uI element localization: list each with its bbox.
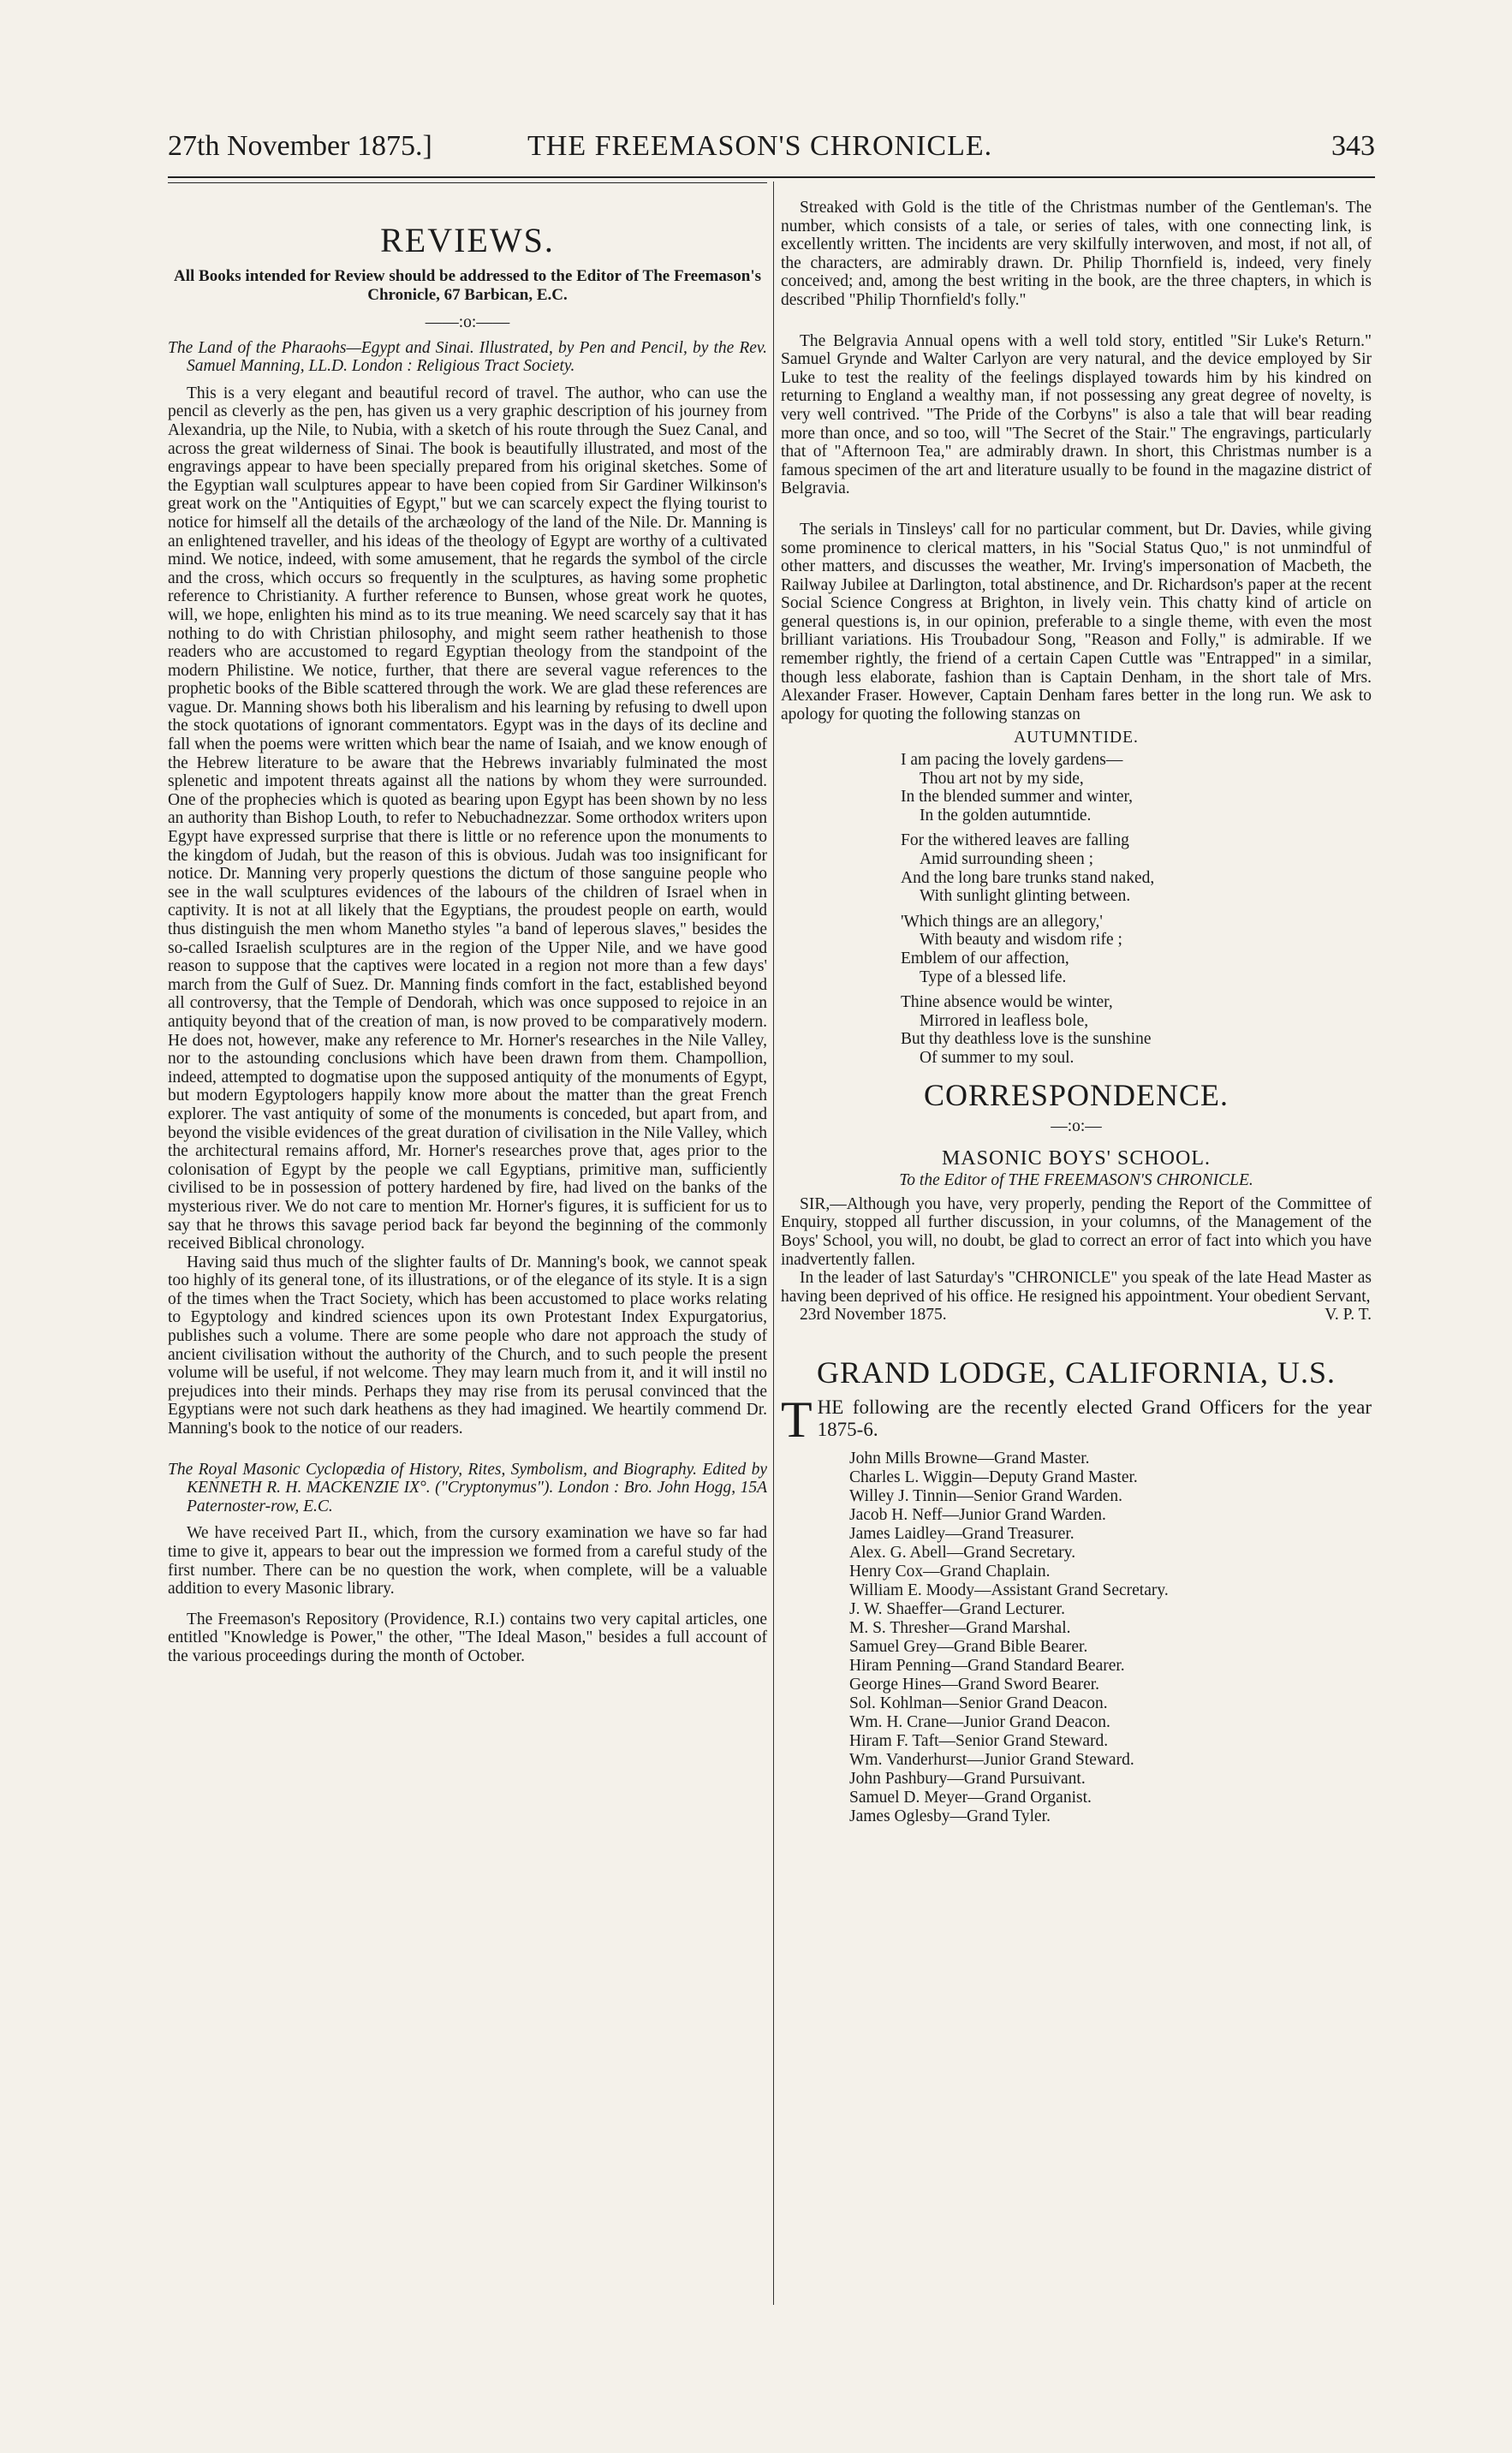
poem-line: Of summer to my soul. [920,1048,1074,1067]
officer-entry: Willey J. Tinnin—Senior Grand Warden. [849,1486,1123,1505]
spacer [168,1599,767,1611]
officer-list [849,1450,1372,1826]
section-separator: ——:o:—— [425,313,510,331]
column-divider [773,182,774,2305]
letter-addressee: To the Editor of THE FREEMASON'S CHRONICLE. [899,1171,1253,1190]
spacer [781,310,1372,332]
review-paragraph: Having said thus much of the slighter faults of Dr. Manning's book, we cannot speak too highly of its general tone, of its illustrations, or of the elegance of its style. It is a sign of the times when the Tract Society, which has been accustomed to place works relating to Egyptology and kindred sciences upon its own Protestant Index Expurgatorius, publishes such a volume. There are some people who dare not approach the study of ancient civilisation without the authority of the Church, and to such people the present volume will be useful, if not welcome. They may learn much from it, and it will instil no prejudices into their minds. Perhaps they may rise from its perusal convinced that the Egyptians were not such dark heathens as they had imagined. We heartily commend Dr. Manning's book to the notice of our readers. [168,1253,767,1438]
officer-entry: Sol. Kohlman—Senior Grand Deacon. [849,1694,1108,1712]
officer-entry: Samuel D. Meyer—Grand Organist. [849,1788,1092,1807]
header-rule-secondary [168,182,767,183]
poem-title: AUTUMNTIDE. [1014,729,1139,747]
officer-entry: Henry Cox—Grand Chaplain. [849,1562,1051,1581]
spacer [781,498,1372,521]
spacer [781,1443,1372,1450]
page-header [168,130,1375,171]
poem-line: 'Which things are an allegory,' [901,912,1103,931]
poem-line: Mirrored in leafless bole, [920,1011,1089,1030]
officer-entry: M. S. Thresher—Grand Marshal. [849,1618,1071,1637]
officer-entry: Samuel Grey—Grand Bible Bearer. [849,1637,1088,1656]
poem-line: I am pacing the lovely gardens— [901,751,1123,770]
grand-lodge-heading: GRAND LODGE, CALIFORNIA, U.S. [816,1355,1336,1390]
grand-lodge-intro [781,1390,1372,1448]
officer-entry: Alex. G. Abell—Grand Secretary. [849,1543,1076,1562]
poem [901,751,1372,1068]
poem-line: And the long bare trunks stand naked, [901,868,1155,887]
letter-signoff [781,1306,1372,1325]
poem-line: Emblem of our affection, [901,949,1069,968]
header-rule [168,176,1375,178]
poem-line: Thine absence would be winter, [901,993,1113,1012]
review-paragraph: Streaked with Gold is the title of the Christmas number of the Gentleman's. The number, which consists of a tale, or series of tales, with one connecting link, is excellently written. The incidents are very skilfully interwoven, and most, if not all, of the characters, are admirably drawn. Dr. Philip Thornfield is, indeed, very finely conceived; and, among the best writing in the book, are the three chapters, in which is described "Philip Thornfield's folly." [781,199,1372,309]
poem-line: With sunlight glinting between. [920,887,1131,906]
spacer [781,1325,1372,1347]
review-notice: All Books intended for Review should be addressed to the Editor of The Freemason's Chronicle, 67 Barbican, E.C. [174,267,761,304]
letter-date: 23rd November 1875. [800,1306,947,1325]
review-paragraph: The Belgravia Annual opens with a well told story, entitled "Sir Luke's Return." Samuel Grynde and Walter Carlyon are very natural, and the device employed by Sir Luke to test the reality of the feelings displayed towards him by his kindred on returning to England a wealthy man, if not possessing any great degree of novelty, is very well contrived. "The Pride of the Corbyns" is also a tale that will bear reading more than once, and so too, will "The Secret of the Stair." The engravings, particularly that of "Afternoon Tea," are admirably drawn. In short, this Christmas number is a famous specimen of the art and literature usually to be found in the magazine district of Belgravia. [781,331,1372,498]
letter-heading: MASONIC BOYS' SCHOOL. [941,1147,1211,1170]
poem-line: With beauty and wisdom rife ; [920,931,1122,950]
officer-entry: William E. Moody—Assistant Grand Secretary. [849,1581,1169,1599]
officer-entry: James Oglesby—Grand Tyler. [849,1807,1051,1825]
officer-entry: Charles L. Wiggin—Deputy Grand Master. [849,1468,1138,1486]
page-number: 343 [1331,130,1375,162]
book-citation [168,339,767,376]
spacer [168,1438,767,1461]
poem-line: Amid surrounding sheen ; [920,850,1094,868]
officer-entry: James Laidley—Grand Treasurer. [849,1524,1074,1543]
poem-stanza [901,993,1372,1067]
poem-line: In the blended summer and winter, [901,788,1134,807]
officer-entry: George Hines—Grand Sword Bearer. [849,1675,1100,1694]
review-paragraph: The serials in Tinsleys' call for no particular comment, but Dr. Davies, while giving some prominence to clerical matters, in his "Social Status Quo," is not unmindful of other matters, and discusses the weather, Mr. Irving's impersonation of Macbeth, the Railway Jubilee at Darlington, total abstinence, and Dr. Richardson's paper at the recent Social Science Congress at Brighton, in lively vein. This chatty kind of article on general questions is, in our opinion, preferable to a single theme, with even the most brilliant variations. His Troubadour Song, "Reason and Folly," is admirable. If we remember rightly, the friend of a certain Capen Cuttle was "Entrapped" in a similar, though less elaborate, fashion than is Captain Denham, in the short tale of Mrs. Alexander Fraser. However, Captain Denham fares better in the long run. We ask to apology for quoting the following stanzas on [781,520,1372,723]
poem-line: But thy deathless love is the sunshine [901,1030,1152,1049]
review-paragraph: We have received Part II., which, from the cursory examination we have so far had time to give it, appears to bear out the impression we formed from a careful study of the first number. There can be no question the work, when complete, will be a valuable addition to every Masonic library. [168,1524,767,1599]
letter-paragraph: In the leader of last Saturday's "CHRONICLE" you speak of the late Head Master as having been deprived of his office. He resigned his appointment. Your obedient Servant, [781,1269,1372,1306]
review-paragraph: This is a very elegant and beautiful record of travel. The author, who can use the pencil as cleverly as the pen, has given us a very graphic description of his journey from Alexandria, up the Nile, to Nubia, with a sketch of his route through the Suez Canal, and across the great wilderness of Sinai. The book is beautifully illustrated, and most of the engravings appear to have been specially prepared from his original sketches. Some of the Egyptian wall sculptures appear to have been copied from Sir Gardiner Wilkinson's great work on the "Antiquities of Egypt," but we can scarcely expect the flying tourist to notice for himself all the details of the archæology of the land of the Nile. Dr. Manning is an enlightened traveller, and his ideas of the theology of Egypt are worthy of a cultivated mind. We notice, indeed, with some amusement, that he regards the symbol of the circle and the cross, which occurs so frequently in the sculptures, as having some prophetic reference to Christianity. A further reference to Bunsen, whose great work he quotes, will, we hope, enlighten his mind as to its true meaning. We need scarcely say that it has nothing to do with Christian philosophy, and might seem rather heathenish to those readers who are accustomed to regard Egyptian theology from the standpoint of the modern Philistine. We notice, further, that there are several vague references to the prophetic books of the Bible scattered through the work. We are glad these references are vague. Dr. Manning shows both his liberalism and his learning by refusing to dwell upon the stock quotations of ignorant commentators. Egypt was in the days of its decline and fall when the poems were written which bear the name of Isaiah, and we know enough of the Hebrew literature to be aware that the Hebrews invariably fulminated the most splenetic and impotent threats against all the nations by whom they were surrounded. One of the prophecies which is quoted as bearing upon Egypt has been shown by no less an authority than Bishop Louth, to refer to Nebuchadnezzar. Some orthodox writers upon Egypt have expressed surprise that there is little or no reference upon the monuments to the kingdom of Judah, but the reason of this is obvious. Judah was too insignificant for notice. Dr. Manning very properly questions the dictum of those sanguine people who see in the wall sculptures evidences of the labours of the children of Israel when in captivity. It is not at all likely that the Egyptians, the proudest people on earth, would thus distinguish the men whom Manetho styles "a band of leperous slaves," besides the so-called Israelish sculptures are in the region of the Upper Nile, and we have good reason to suppose that the captives were located in a region not more than a few days' march from the Gulf of Suez. Dr. Manning finds comfort in the fact, established beyond all controversy, that the Temple of Dendorah, which was once supposed to rejoice in an antiquity beyond that of the creation of man, is now proved to be comparatively modern. He does not, however, make any reference to Mr. Horner's researches in the Nile Valley, nor to the astounding conclusions which have been drawn from them. Champollion, indeed, attempted to dogmatise upon the supposed antiquity of the monuments of Egypt, but modern Egyptologers happily know more about the matter than the great French explorer. The vast antiquity of some of the monuments is conceded, but apart from, and beyond the visible evidences of the great duration of civilisation in the Nile Valley, which the architectural remains afford, Mr. Horner's researches prove that, ages prior to the colonisation of Egypt by the people we call Egyptians, primitive man, sufficiently civilised to be in possession of pottery hardened by fire, had lived on the banks of the mysterious river. We do not care to mention Mr. Horner's figures, it is sufficient for us to say that he throws this savage period back far beyond the beginning of the commonly received Biblical chronology. [168,384,767,1253]
issue-date: 27th November 1875.] [168,130,432,162]
poem-stanza [901,913,1372,986]
poem-stanza [901,751,1372,825]
poem-line: Thou art not by my side, [920,769,1084,788]
officer-entry: Wm. H. Crane—Junior Grand Deacon. [849,1712,1110,1731]
drop-cap: T [781,1390,813,1448]
review-paragraph: The Freemason's Repository (Providence, R.I.) contains two very capital articles, one entitled "Knowledge is Power," the other, "The Ideal Mason," besides a full account of the various proceedings during the month of October. [168,1610,767,1665]
letter-signature: V. P. T. [1324,1306,1372,1325]
officer-entry: Jacob H. Neff—Junior Grand Warden. [849,1505,1106,1524]
left-column [168,221,767,2319]
poem-line: For the withered leaves are falling [901,831,1129,850]
letter-paragraph: SIR,—Although you have, very properly, pending the Report of the Committee of Enquiry, stopped all further discussion, in your columns, of the Management of the Boys' School, you will, no doubt, be glad to correct an error of fact into which you have inadvertently fallen. [781,1194,1372,1269]
right-column [781,199,1372,2296]
section-separator: —:o:— [1051,1116,1102,1135]
poem-stanza [901,831,1372,905]
book-citation-text: The Land of the Pharaohs—Egypt and Sinai. Illustrated, by Pen and Pencil, by the Rev. Samuel Manning, LL.D. London : Religious Tract Society. [168,338,767,376]
poem-line: In the golden autumntide. [920,806,1092,825]
correspondence-heading: CORRESPONDENCE. [923,1077,1229,1112]
officer-entry: Hiram F. Taft—Senior Grand Steward. [849,1731,1109,1750]
officer-entry: Wm. Vanderhurst—Junior Grand Steward. [849,1750,1134,1769]
grand-lodge-intro-text: HE following are the recently elected Grand Officers for the year 1875-6. [817,1396,1372,1440]
officer-entry: J. W. Shaeffer—Grand Lecturer. [849,1599,1065,1618]
officer-entry: John Mills Browne—Grand Master. [849,1449,1090,1468]
book-citation-text: The Royal Masonic Cyclopædia of History, Rites, Symbolism, and Biography. Edited by KENNETH R. H. MACKENZIE IX°. ("Cryptonymus"). London : Bro. John Hogg, 15A Paternoster-row, E.C. [168,1460,767,1515]
book-citation [168,1461,767,1516]
masthead-title: THE FREEMASON'S CHRONICLE. [527,130,993,162]
officer-entry: John Pashbury—Grand Pursuivant. [849,1769,1086,1788]
officer-entry: Hiram Penning—Grand Standard Bearer. [849,1656,1125,1675]
poem-line: Type of a blessed life. [920,968,1067,986]
reviews-heading: REVIEWS. [380,221,555,259]
